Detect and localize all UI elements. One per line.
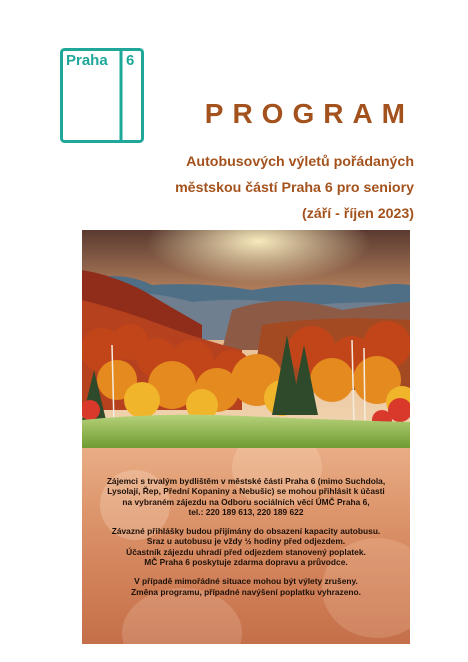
- info-line: Lysolají, Řep, Přední Kopaniny a Nebušic) se mohou přihlásit k účasti: [107, 486, 385, 497]
- info-line: Změna programu, případné navýšení poplatku vyhrazeno.: [131, 586, 361, 597]
- info-line: V případě mimořádné situace mohou být výlety zrušeny.: [134, 576, 358, 587]
- info-box: [82, 448, 410, 644]
- info-line: Sraz u autobusu je vždy ½ hodiny před odjezdem.: [146, 536, 346, 547]
- page-title: PROGRAM: [204, 98, 414, 129]
- praha6-logo: [60, 48, 144, 143]
- logo-text-praha: Praha: [66, 52, 108, 69]
- info-line: MČ Praha 6 poskytuje zdarma dopravu a průvodce.: [144, 557, 348, 568]
- info-line: na vybraném zájezdu na Odboru sociálních věcí ÚMČ Praha 6,: [122, 496, 370, 507]
- subtitle-line-1: Autobusových výletů pořádaných: [186, 154, 414, 170]
- paragraph-conditions: [82, 526, 410, 567]
- autumn-landscape-photo: [82, 230, 410, 448]
- info-text: [82, 476, 410, 606]
- subtitle-line-3: (září - říjen 2023): [302, 206, 414, 222]
- info-line: Závazné přihlášky budou přijímány do obsazení kapacity autobusu.: [111, 526, 381, 537]
- paragraph-registration: [82, 476, 410, 517]
- logo-text-6: 6: [126, 52, 135, 69]
- info-line: Účastník zájezdu uhradí před odjezdem stanovený poplatek.: [126, 546, 366, 557]
- subtitle-line-2: městskou částí Praha 6 pro seniory: [175, 180, 414, 196]
- info-line: Zájemci s trvalým bydlištěm v městské části Praha 6 (mimo Suchdola,: [106, 476, 386, 486]
- paragraph-cancellation: [82, 576, 410, 597]
- info-line: tel.: 220 189 613, 220 189 622: [188, 506, 304, 517]
